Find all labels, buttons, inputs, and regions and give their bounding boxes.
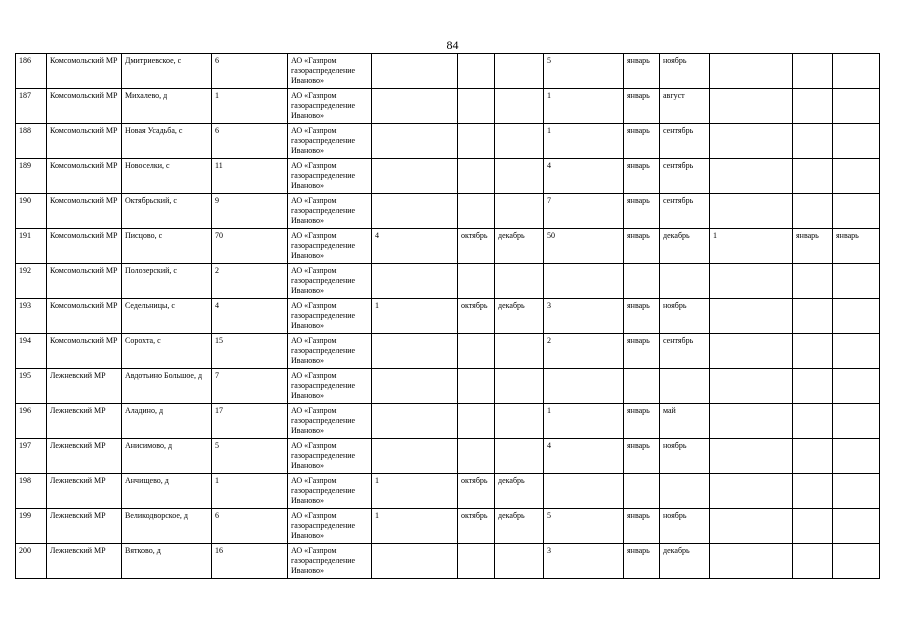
table-cell-count: 1 bbox=[212, 474, 288, 509]
table-cell-c8: 5 bbox=[544, 509, 624, 544]
table-cell-num: 186 bbox=[16, 54, 47, 89]
table-cell-c11 bbox=[710, 509, 793, 544]
table-cell-c6 bbox=[458, 124, 495, 159]
table-cell-settlement: Полозерский, с bbox=[122, 264, 212, 299]
table-cell-c6: октябрь bbox=[458, 299, 495, 334]
table-cell-c9: январь bbox=[624, 509, 660, 544]
table-cell-num: 191 bbox=[16, 229, 47, 264]
table-cell-c7 bbox=[495, 544, 544, 579]
table-cell-org: АО «Газпром газораспределение Иваново» bbox=[288, 229, 372, 264]
table-cell-district: Лежневский МР bbox=[47, 474, 122, 509]
table-cell-c9: январь bbox=[624, 54, 660, 89]
table-cell-count: 17 bbox=[212, 404, 288, 439]
table-cell-c12 bbox=[793, 194, 833, 229]
table-cell-c5 bbox=[372, 404, 458, 439]
table-cell-c9: январь bbox=[624, 159, 660, 194]
table-cell-district: Комсомольский МР bbox=[47, 229, 122, 264]
table-cell-num: 195 bbox=[16, 369, 47, 404]
table-cell-c11 bbox=[710, 404, 793, 439]
table-cell-c12 bbox=[793, 369, 833, 404]
table-cell-c7 bbox=[495, 54, 544, 89]
table-cell-num: 187 bbox=[16, 89, 47, 124]
table-cell-org: АО «Газпром газораспределение Иваново» bbox=[288, 159, 372, 194]
table-cell-c5: 1 bbox=[372, 509, 458, 544]
table-cell-c9: январь bbox=[624, 124, 660, 159]
table-cell-c8: 1 bbox=[544, 89, 624, 124]
table-cell-c13 bbox=[833, 54, 880, 89]
table-cell-c9: январь bbox=[624, 229, 660, 264]
table-cell-c5: 1 bbox=[372, 299, 458, 334]
table-cell-c8: 4 bbox=[544, 439, 624, 474]
table-cell-settlement: Сорохта, с bbox=[122, 334, 212, 369]
table-cell-count: 11 bbox=[212, 159, 288, 194]
table-cell-district: Комсомольский МР bbox=[47, 159, 122, 194]
table-cell-c6 bbox=[458, 264, 495, 299]
table-cell-c8: 2 bbox=[544, 334, 624, 369]
table-cell-org: АО «Газпром газораспределение Иваново» bbox=[288, 334, 372, 369]
table-cell-c12: январь bbox=[793, 229, 833, 264]
table-body bbox=[16, 54, 880, 579]
table-cell-c13 bbox=[833, 404, 880, 439]
table-cell-c5 bbox=[372, 369, 458, 404]
table-cell-org: АО «Газпром газораспределение Иваново» bbox=[288, 54, 372, 89]
table-cell-c10: ноябрь bbox=[660, 439, 710, 474]
table-cell-c6 bbox=[458, 54, 495, 89]
table-cell-c7 bbox=[495, 264, 544, 299]
table-cell-count: 6 bbox=[212, 124, 288, 159]
table-cell-c7 bbox=[495, 124, 544, 159]
table-cell-c13 bbox=[833, 264, 880, 299]
table-cell-c11 bbox=[710, 369, 793, 404]
table-cell-c12 bbox=[793, 159, 833, 194]
table-cell-c11 bbox=[710, 334, 793, 369]
table-cell-settlement: Вятково, д bbox=[122, 544, 212, 579]
table-cell-c10: сентябрь bbox=[660, 194, 710, 229]
table-cell-c6: октябрь bbox=[458, 509, 495, 544]
table-cell-settlement: Новая Усадьба, с bbox=[122, 124, 212, 159]
table-cell-org: АО «Газпром газораспределение Иваново» bbox=[288, 439, 372, 474]
table-cell-c8: 3 bbox=[544, 299, 624, 334]
table-cell-c9 bbox=[624, 264, 660, 299]
table-cell-settlement: Новоселки, с bbox=[122, 159, 212, 194]
table-cell-c5 bbox=[372, 544, 458, 579]
table-cell-district: Комсомольский МР bbox=[47, 54, 122, 89]
table-cell-settlement: Великодворское, д bbox=[122, 509, 212, 544]
table-cell-c10: август bbox=[660, 89, 710, 124]
table-cell-c10 bbox=[660, 264, 710, 299]
table-cell-c12 bbox=[793, 474, 833, 509]
table-cell-c11 bbox=[710, 544, 793, 579]
data-table bbox=[15, 53, 880, 579]
table-cell-c7 bbox=[495, 369, 544, 404]
table-cell-c5 bbox=[372, 159, 458, 194]
table-cell-count: 16 bbox=[212, 544, 288, 579]
table-cell-c13 bbox=[833, 89, 880, 124]
table-cell-district: Лежневский МР bbox=[47, 369, 122, 404]
table-cell-c13 bbox=[833, 124, 880, 159]
table-cell-c12 bbox=[793, 439, 833, 474]
table-cell-count: 7 bbox=[212, 369, 288, 404]
table-cell-num: 192 bbox=[16, 264, 47, 299]
table-cell-num: 198 bbox=[16, 474, 47, 509]
table-cell-c10: сентябрь bbox=[660, 124, 710, 159]
table-cell-c12 bbox=[793, 334, 833, 369]
table-row bbox=[16, 544, 880, 579]
table-cell-district: Лежневский МР bbox=[47, 404, 122, 439]
table-cell-settlement: Авдотьино Большое, д bbox=[122, 369, 212, 404]
table-cell-count: 1 bbox=[212, 89, 288, 124]
table-cell-c11 bbox=[710, 159, 793, 194]
table-row bbox=[16, 194, 880, 229]
table-cell-c9: январь bbox=[624, 89, 660, 124]
table-cell-district: Лежневский МР bbox=[47, 544, 122, 579]
table-cell-c10: сентябрь bbox=[660, 159, 710, 194]
table-cell-c13 bbox=[833, 159, 880, 194]
table-cell-count: 15 bbox=[212, 334, 288, 369]
table-cell-c5 bbox=[372, 439, 458, 474]
table-cell-c11 bbox=[710, 264, 793, 299]
table-cell-c13 bbox=[833, 544, 880, 579]
table-cell-c5 bbox=[372, 54, 458, 89]
table-cell-c11: 1 bbox=[710, 229, 793, 264]
table-row bbox=[16, 54, 880, 89]
table-cell-c6: октябрь bbox=[458, 229, 495, 264]
table-cell-c8 bbox=[544, 264, 624, 299]
table-cell-c10 bbox=[660, 369, 710, 404]
table-cell-c10: ноябрь bbox=[660, 54, 710, 89]
table-cell-settlement: Октябрьский, с bbox=[122, 194, 212, 229]
table-cell-settlement: Михалево, д bbox=[122, 89, 212, 124]
table-cell-count: 5 bbox=[212, 439, 288, 474]
table-cell-c6 bbox=[458, 159, 495, 194]
table-cell-c11 bbox=[710, 89, 793, 124]
table-cell-c11 bbox=[710, 474, 793, 509]
table-cell-c12 bbox=[793, 544, 833, 579]
table-cell-district: Комсомольский МР bbox=[47, 124, 122, 159]
table-cell-c12 bbox=[793, 54, 833, 89]
table-cell-c8 bbox=[544, 474, 624, 509]
table-cell-c10: декабрь bbox=[660, 229, 710, 264]
table-cell-district: Комсомольский МР bbox=[47, 299, 122, 334]
table-cell-c7 bbox=[495, 439, 544, 474]
table-cell-count: 4 bbox=[212, 299, 288, 334]
table-cell-c10 bbox=[660, 474, 710, 509]
table-cell-c8: 1 bbox=[544, 124, 624, 159]
table-cell-c13 bbox=[833, 439, 880, 474]
table-cell-c13: январь bbox=[833, 229, 880, 264]
table-cell-settlement: Писцово, с bbox=[122, 229, 212, 264]
table-cell-c13 bbox=[833, 334, 880, 369]
table-cell-c8: 4 bbox=[544, 159, 624, 194]
table-cell-c8: 7 bbox=[544, 194, 624, 229]
table-cell-c13 bbox=[833, 299, 880, 334]
table-cell-c7: декабрь bbox=[495, 299, 544, 334]
table-cell-c10: ноябрь bbox=[660, 509, 710, 544]
table-cell-c8: 5 bbox=[544, 54, 624, 89]
table-cell-c7 bbox=[495, 334, 544, 369]
table-cell-c7 bbox=[495, 404, 544, 439]
table-cell-c8: 3 bbox=[544, 544, 624, 579]
table-cell-c11 bbox=[710, 299, 793, 334]
table-row bbox=[16, 299, 880, 334]
table-cell-c7 bbox=[495, 194, 544, 229]
table-cell-org: АО «Газпром газораспределение Иваново» bbox=[288, 544, 372, 579]
table-cell-c5 bbox=[372, 89, 458, 124]
table-cell-count: 2 bbox=[212, 264, 288, 299]
table-cell-c7: декабрь bbox=[495, 229, 544, 264]
table-cell-c6: октябрь bbox=[458, 474, 495, 509]
table-cell-org: АО «Газпром газораспределение Иваново» bbox=[288, 264, 372, 299]
table-cell-c6 bbox=[458, 439, 495, 474]
table-cell-org: АО «Газпром газораспределение Иваново» bbox=[288, 369, 372, 404]
table-cell-org: АО «Газпром газораспределение Иваново» bbox=[288, 89, 372, 124]
table-cell-c6 bbox=[458, 89, 495, 124]
table-cell-c5 bbox=[372, 194, 458, 229]
table-cell-c9: январь bbox=[624, 334, 660, 369]
table-cell-settlement: Анчищево, д bbox=[122, 474, 212, 509]
table-cell-district: Комсомольский МР bbox=[47, 194, 122, 229]
table-row bbox=[16, 439, 880, 474]
table-cell-c8: 50 bbox=[544, 229, 624, 264]
table-cell-org: АО «Газпром газораспределение Иваново» bbox=[288, 194, 372, 229]
table-cell-num: 190 bbox=[16, 194, 47, 229]
table-cell-c13 bbox=[833, 194, 880, 229]
table-cell-c13 bbox=[833, 474, 880, 509]
table-row bbox=[16, 474, 880, 509]
table-cell-c12 bbox=[793, 509, 833, 544]
table-cell-count: 9 bbox=[212, 194, 288, 229]
table-cell-num: 200 bbox=[16, 544, 47, 579]
table-cell-c5 bbox=[372, 334, 458, 369]
table-cell-org: АО «Газпром газораспределение Иваново» bbox=[288, 474, 372, 509]
table-cell-c8 bbox=[544, 369, 624, 404]
table-cell-count: 70 bbox=[212, 229, 288, 264]
table-cell-num: 196 bbox=[16, 404, 47, 439]
table-cell-c7: декабрь bbox=[495, 474, 544, 509]
table-cell-c9 bbox=[624, 369, 660, 404]
table-cell-c8: 1 bbox=[544, 404, 624, 439]
table-cell-district: Лежневский МР bbox=[47, 439, 122, 474]
table-cell-c9: январь bbox=[624, 544, 660, 579]
table-row bbox=[16, 124, 880, 159]
table-cell-c10: декабрь bbox=[660, 544, 710, 579]
table-cell-settlement: Анисимово, д bbox=[122, 439, 212, 474]
table-row bbox=[16, 229, 880, 264]
table-cell-c6 bbox=[458, 194, 495, 229]
table-cell-c7 bbox=[495, 89, 544, 124]
table-cell-c13 bbox=[833, 369, 880, 404]
table-row bbox=[16, 89, 880, 124]
table-cell-num: 197 bbox=[16, 439, 47, 474]
table-cell-c9: январь bbox=[624, 299, 660, 334]
table-row bbox=[16, 509, 880, 544]
table-cell-c10: сентябрь bbox=[660, 334, 710, 369]
table-cell-c9: январь bbox=[624, 404, 660, 439]
table-cell-count: 6 bbox=[212, 509, 288, 544]
table-row bbox=[16, 334, 880, 369]
table-row bbox=[16, 369, 880, 404]
table-row bbox=[16, 159, 880, 194]
table-cell-c11 bbox=[710, 194, 793, 229]
table-cell-c11 bbox=[710, 439, 793, 474]
table-cell-num: 199 bbox=[16, 509, 47, 544]
table-cell-c9: январь bbox=[624, 194, 660, 229]
table-cell-c12 bbox=[793, 299, 833, 334]
table-cell-c12 bbox=[793, 404, 833, 439]
table-cell-c11 bbox=[710, 54, 793, 89]
table-cell-c5: 4 bbox=[372, 229, 458, 264]
table-cell-c6 bbox=[458, 404, 495, 439]
table-cell-settlement: Дмитриевское, с bbox=[122, 54, 212, 89]
table-cell-c9 bbox=[624, 474, 660, 509]
table-cell-org: АО «Газпром газораспределение Иваново» bbox=[288, 299, 372, 334]
table-cell-c11 bbox=[710, 124, 793, 159]
table-cell-settlement: Аладино, д bbox=[122, 404, 212, 439]
table-cell-num: 194 bbox=[16, 334, 47, 369]
table-cell-c13 bbox=[833, 509, 880, 544]
table-cell-count: 6 bbox=[212, 54, 288, 89]
table-cell-c5: 1 bbox=[372, 474, 458, 509]
table-cell-c6 bbox=[458, 334, 495, 369]
table-cell-num: 189 bbox=[16, 159, 47, 194]
table-cell-c7: декабрь bbox=[495, 509, 544, 544]
table-cell-c12 bbox=[793, 264, 833, 299]
table-cell-num: 193 bbox=[16, 299, 47, 334]
table-cell-org: АО «Газпром газораспределение Иваново» bbox=[288, 509, 372, 544]
table-cell-c10: май bbox=[660, 404, 710, 439]
table-cell-org: АО «Газпром газораспределение Иваново» bbox=[288, 124, 372, 159]
table-cell-district: Комсомольский МР bbox=[47, 334, 122, 369]
table-cell-c6 bbox=[458, 369, 495, 404]
table-cell-num: 188 bbox=[16, 124, 47, 159]
table-cell-c10: ноябрь bbox=[660, 299, 710, 334]
table-cell-c7 bbox=[495, 159, 544, 194]
table-cell-district: Комсомольский МР bbox=[47, 89, 122, 124]
table-cell-c9: январь bbox=[624, 439, 660, 474]
table-cell-settlement: Седельницы, с bbox=[122, 299, 212, 334]
table-cell-c6 bbox=[458, 544, 495, 579]
table-row bbox=[16, 404, 880, 439]
table-cell-district: Лежневский МР bbox=[47, 509, 122, 544]
table-cell-org: АО «Газпром газораспределение Иваново» bbox=[288, 404, 372, 439]
table-cell-district: Комсомольский МР bbox=[47, 264, 122, 299]
table-cell-c12 bbox=[793, 89, 833, 124]
table-cell-c5 bbox=[372, 124, 458, 159]
table-row bbox=[16, 264, 880, 299]
table-cell-c5 bbox=[372, 264, 458, 299]
page-number: 84 bbox=[446, 38, 459, 52]
table-cell-c12 bbox=[793, 124, 833, 159]
